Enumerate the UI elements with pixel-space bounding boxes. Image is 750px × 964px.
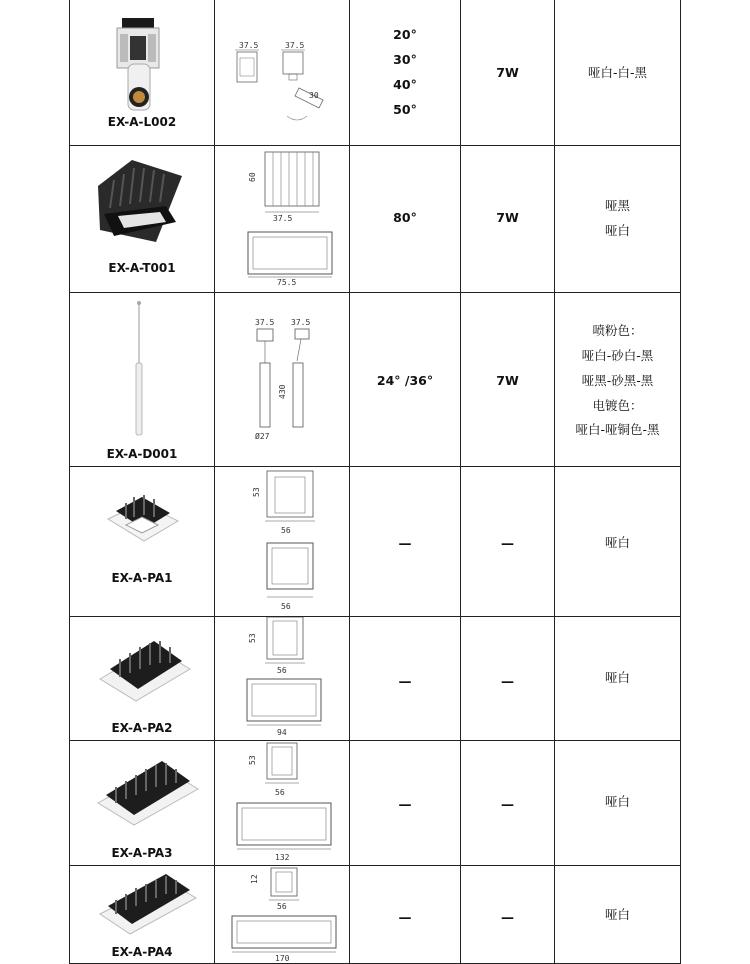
svg-text:Ø27: Ø27 — [255, 432, 270, 441]
beam-angle: 30° — [393, 52, 417, 67]
grille-quad-photo — [70, 866, 216, 942]
table-row — [69, 617, 681, 740]
svg-text:37.5: 37.5 — [285, 41, 305, 50]
dimension-drawing — [215, 0, 350, 145]
power-value: 7W — [496, 373, 519, 388]
color-option: 哑白-白-黑 — [587, 65, 648, 80]
svg-text:30: 30 — [309, 91, 319, 100]
svg-text:56: 56 — [281, 526, 291, 535]
grille-double-photo — [70, 617, 216, 717]
color-option: 哑白-砂白-黑 — [581, 348, 654, 363]
color-cell — [555, 467, 681, 616]
power-value: 7W — [496, 65, 519, 80]
dimension-drawing-cell — [215, 866, 350, 963]
table-row — [69, 293, 681, 466]
table-row — [69, 866, 681, 963]
dimension-drawing-cell — [215, 146, 350, 292]
color-cell — [555, 0, 681, 145]
power-cell — [461, 146, 555, 292]
product-photo-cell — [69, 617, 215, 740]
beam-angle: — — [398, 537, 412, 552]
power-cell — [461, 617, 555, 740]
dimension-drawing-cell — [215, 467, 350, 616]
color-option: 哑白-哑铜色-黑 — [575, 422, 660, 437]
product-photo-cell — [69, 741, 215, 865]
spotlight-photo — [70, 0, 216, 118]
table-row — [69, 467, 681, 616]
beam-angle-cell — [350, 467, 461, 616]
color-cell — [555, 741, 681, 865]
dimension-drawing — [215, 293, 350, 466]
svg-text:53: 53 — [252, 487, 261, 497]
color-cell — [555, 617, 681, 740]
beam-angle: — — [398, 911, 412, 926]
pendant-photo — [70, 293, 216, 443]
color-option: 哑白 — [604, 223, 630, 238]
beam-angle: — — [398, 798, 412, 813]
table-row — [69, 0, 681, 145]
product-photo-cell — [69, 0, 215, 145]
svg-text:56: 56 — [281, 602, 291, 611]
model-label: EX-A-PA1 — [111, 571, 173, 585]
model-label: EX-A-PA4 — [111, 945, 173, 959]
product-photo-cell — [69, 146, 215, 292]
svg-text:37.5: 37.5 — [273, 214, 293, 223]
svg-text:12: 12 — [250, 874, 259, 884]
power-value: — — [501, 537, 514, 552]
svg-text:37.5: 37.5 — [291, 318, 311, 327]
svg-text:53: 53 — [248, 633, 257, 643]
beam-angle: 24° /36° — [376, 373, 434, 388]
beam-angle-cell — [350, 0, 461, 145]
dimension-drawing — [215, 741, 350, 865]
color-option: 喷粉色： — [592, 323, 643, 338]
dimension-drawing — [215, 146, 350, 292]
dimension-drawing-cell — [215, 741, 350, 865]
color-cell — [555, 293, 681, 466]
power-value: — — [501, 675, 514, 690]
dimension-drawing — [215, 866, 350, 963]
svg-text:37.5: 37.5 — [255, 318, 275, 327]
beam-angle-cell — [350, 741, 461, 865]
svg-text:56: 56 — [275, 788, 285, 797]
color-option: 哑黑 — [604, 198, 630, 213]
power-cell — [461, 0, 555, 145]
model-label: EX-A-D001 — [106, 447, 178, 461]
beam-angle: 20° — [393, 27, 417, 42]
svg-text:37.5: 37.5 — [239, 41, 259, 50]
svg-text:170: 170 — [275, 954, 290, 963]
beam-angle: 80° — [393, 210, 417, 225]
svg-text:75.5: 75.5 — [277, 278, 297, 287]
color-option: 电镀色： — [592, 398, 643, 413]
svg-text:56: 56 — [277, 666, 287, 675]
svg-text:56: 56 — [277, 902, 287, 911]
model-label: EX-A-PA2 — [111, 721, 173, 735]
model-label: EX-A-PA3 — [111, 846, 173, 860]
power-cell — [461, 741, 555, 865]
svg-text:53: 53 — [248, 755, 257, 765]
power-value: — — [501, 798, 514, 813]
dimension-drawing-cell — [215, 0, 350, 145]
beam-angle-cell — [350, 866, 461, 963]
beam-angle-cell — [350, 146, 461, 292]
svg-text:60: 60 — [248, 172, 257, 182]
model-label: EX-A-L002 — [107, 115, 177, 129]
color-cell — [555, 146, 681, 292]
beam-angle: 40° — [393, 77, 417, 92]
dimension-drawing — [215, 617, 350, 740]
table-row — [69, 146, 681, 292]
table-row — [69, 741, 681, 865]
dimension-drawing — [215, 467, 350, 616]
color-option: 哑白 — [604, 907, 630, 922]
svg-text:430: 430 — [278, 384, 287, 399]
svg-text:94: 94 — [277, 728, 287, 737]
color-option: 哑白 — [604, 670, 630, 685]
product-photo-cell — [69, 866, 215, 963]
trimless-grille-photo — [70, 146, 216, 258]
power-cell — [461, 467, 555, 616]
beam-angle: — — [398, 675, 412, 690]
grille-triple-photo — [70, 741, 216, 841]
svg-text:132: 132 — [275, 853, 290, 862]
color-option: 哑黑-砂黑-黑 — [581, 373, 654, 388]
dimension-drawing-cell — [215, 293, 350, 466]
product-spec-table — [69, 0, 681, 964]
dimension-drawing-cell — [215, 617, 350, 740]
beam-angle-cell — [350, 293, 461, 466]
color-option: 哑白 — [604, 535, 630, 550]
beam-angle-cell — [350, 617, 461, 740]
power-value: 7W — [496, 210, 519, 225]
model-label: EX-A-T001 — [108, 261, 176, 275]
color-option: 哑白 — [604, 794, 630, 809]
beam-angle: 50° — [393, 102, 417, 117]
grille-single-photo — [70, 467, 216, 567]
power-cell — [461, 293, 555, 466]
product-photo-cell — [69, 467, 215, 616]
power-cell — [461, 866, 555, 963]
color-cell — [555, 866, 681, 963]
product-photo-cell — [69, 293, 215, 466]
power-value: — — [501, 911, 514, 926]
